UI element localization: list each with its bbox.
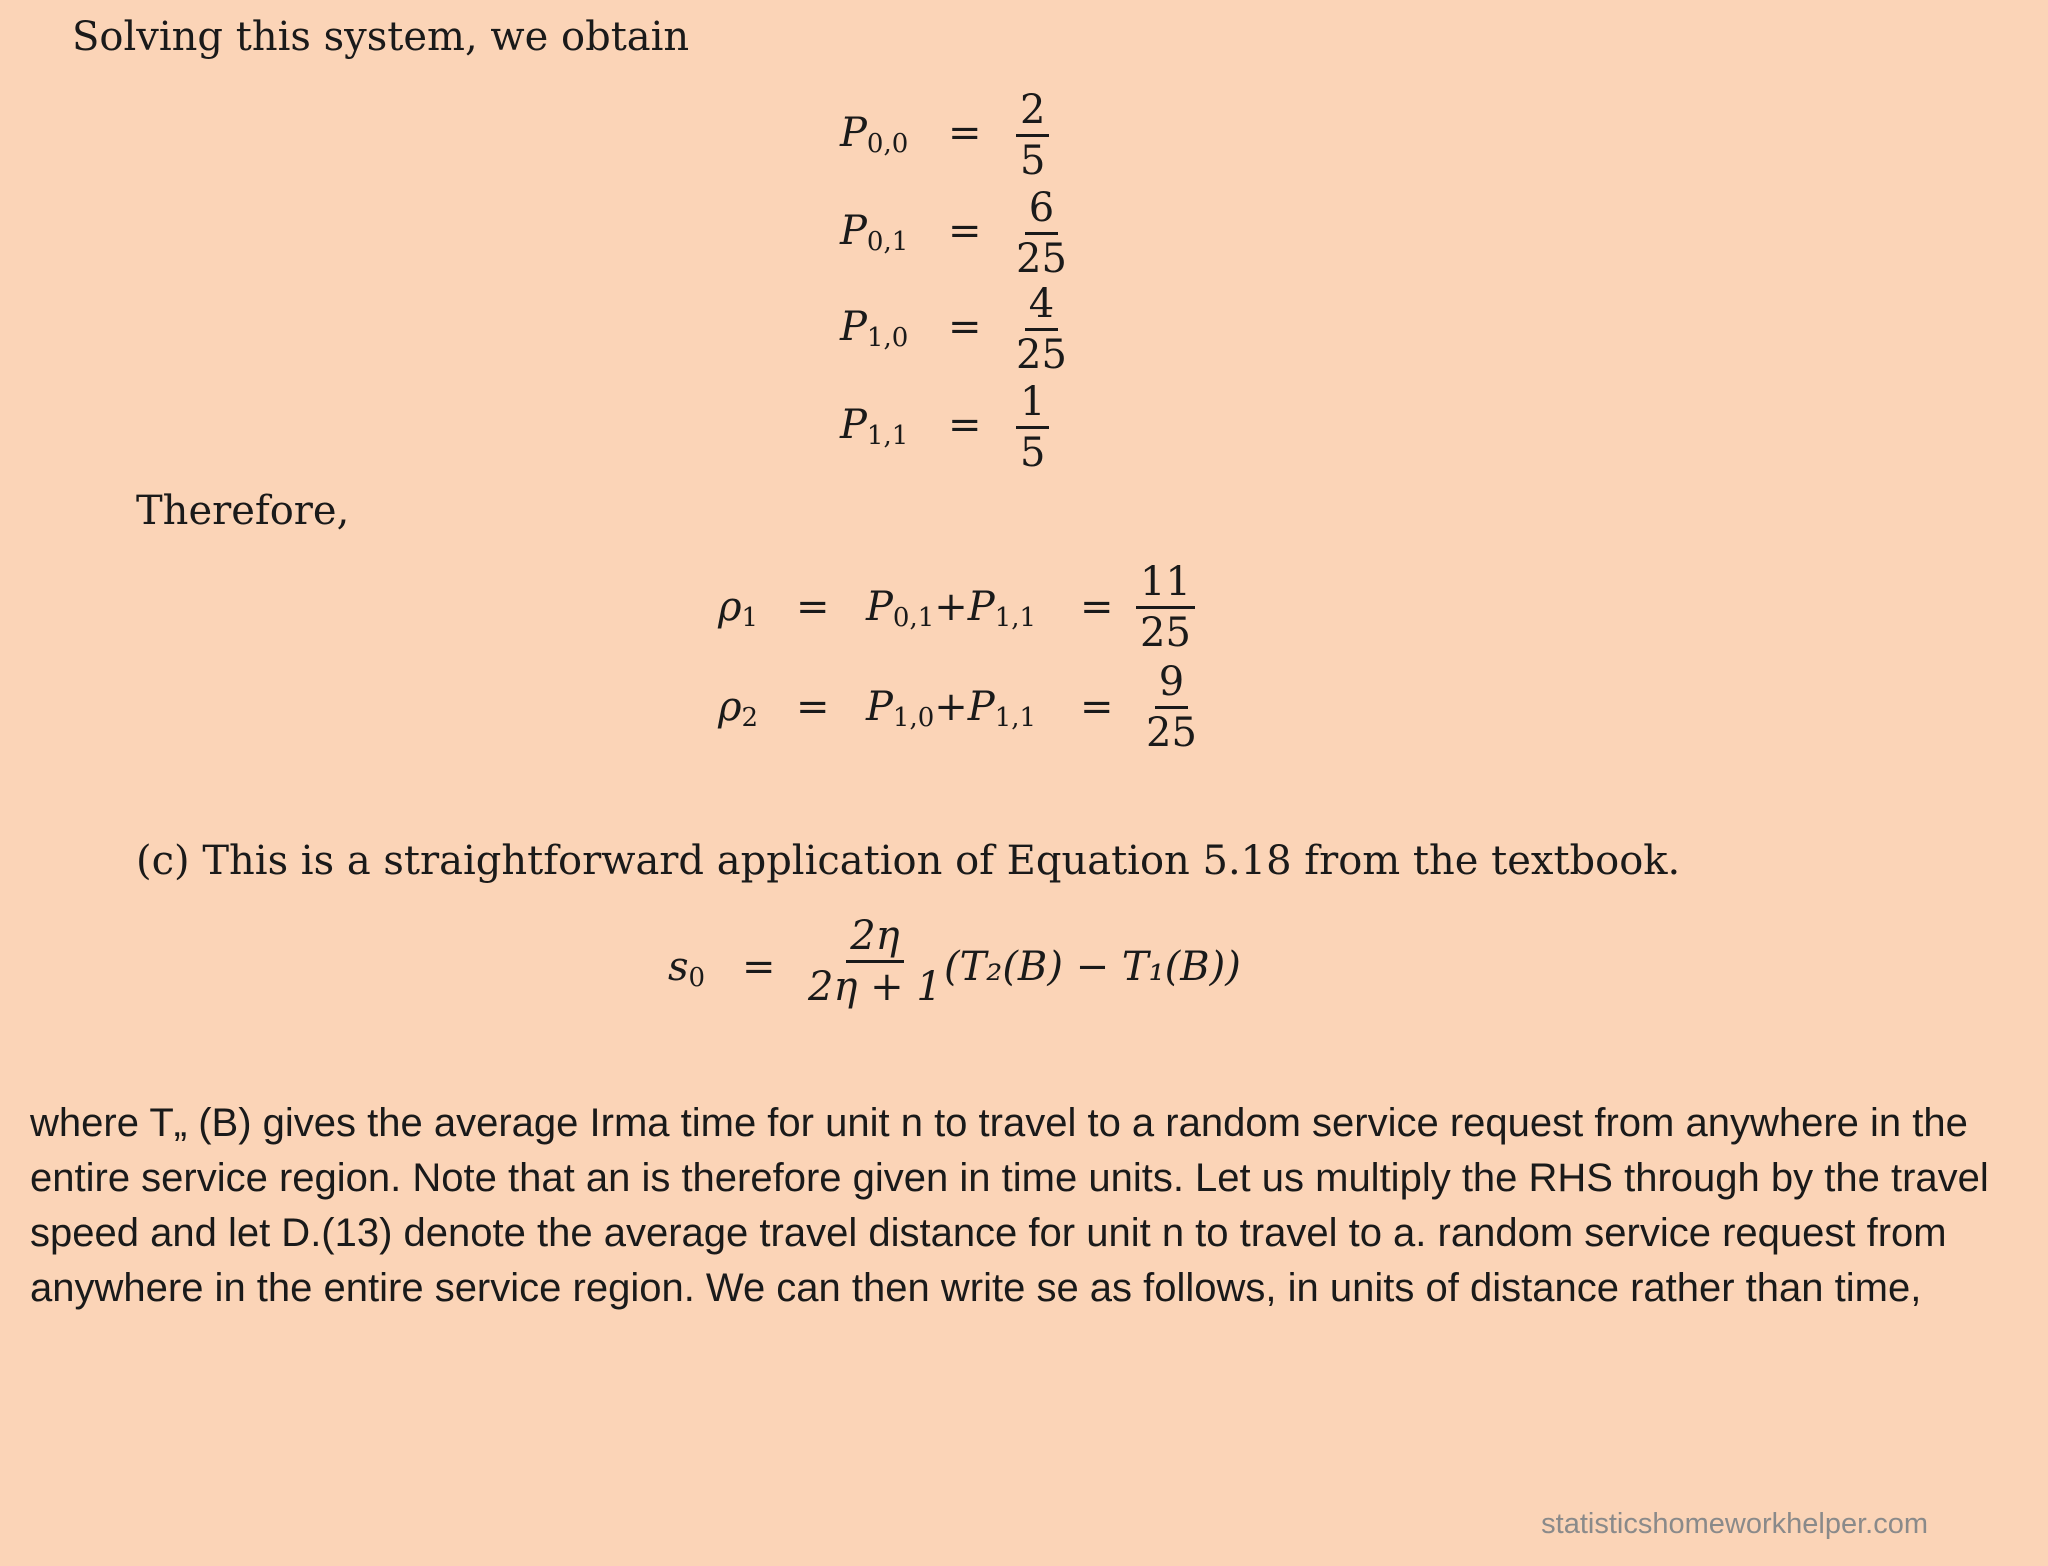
equation-lhs: $P_{1,0}$	[840, 304, 909, 353]
equation-rhs: $P_{0,1}+P_{1,1}$	[866, 584, 1037, 633]
equation-lhs: $\rho_2$	[718, 684, 759, 733]
explanation-paragraph: where T„ (B) gives the average Irma time for unit n to travel to a random service request from anywhere in the entire service region. Note that an is therefore given in time units. Let us multiply the RHS through by the travel speed and let D.(13) denote the average travel distance for unit n to travel to a. random service request from anywhere in the entire service region. We can then write se as follows, in units of distance rather than time,	[30, 1101, 1989, 1310]
equation-rho1	[718, 560, 1198, 660]
equation-lhs: $\rho_1$	[718, 584, 759, 633]
equals-sign: =	[948, 304, 982, 350]
equation-p10	[840, 282, 1100, 378]
equals-sign: =	[796, 584, 830, 630]
equals-sign: =	[742, 944, 776, 990]
equation-lhs: $P_{1,1}$	[840, 402, 909, 451]
equation-rhs: $P_{1,0}+P_{1,1}$	[866, 684, 1037, 733]
fraction: $\frac{4}{25}$	[1016, 281, 1067, 378]
equals-sign: =	[1080, 584, 1114, 630]
equals-sign: =	[948, 208, 982, 254]
fraction: $\frac{2}{5}$	[1016, 88, 1049, 183]
part-c-text: (c) This is a straightforward application of Equation 5.18 from the textbook.	[136, 838, 1681, 884]
fraction: $\frac{1}{5}$	[1016, 380, 1049, 475]
fraction: $\frac{2\eta}{2\eta + 1}$	[808, 913, 942, 1010]
equation-rhs: (T₂(B) − T₁(B))	[944, 944, 1241, 990]
equation-lhs: $s_0$	[668, 944, 706, 993]
therefore-text: Therefore,	[136, 488, 350, 534]
equation-p00	[840, 88, 1100, 184]
equation-lhs: $P_{0,1}$	[840, 208, 909, 257]
equation-lhs: $P_{0,0}$	[840, 110, 909, 159]
watermark: statisticshomeworkhelper.com	[1541, 1508, 1928, 1540]
equation-p01	[840, 186, 1100, 282]
equation-p11	[840, 380, 1100, 476]
fraction: $\frac{11}{25}$	[1136, 560, 1195, 655]
equation-s0	[668, 914, 1268, 1024]
equation-rho2	[718, 660, 1198, 760]
intro-text: Solving this system, we obtain	[72, 14, 690, 60]
equals-sign: =	[796, 684, 830, 730]
fraction: $\frac{9}{25}$	[1146, 659, 1197, 756]
equals-sign: =	[1080, 684, 1114, 730]
equals-sign: =	[948, 402, 982, 448]
equals-sign: =	[948, 110, 982, 156]
fraction: $\frac{6}{25}$	[1016, 185, 1067, 282]
